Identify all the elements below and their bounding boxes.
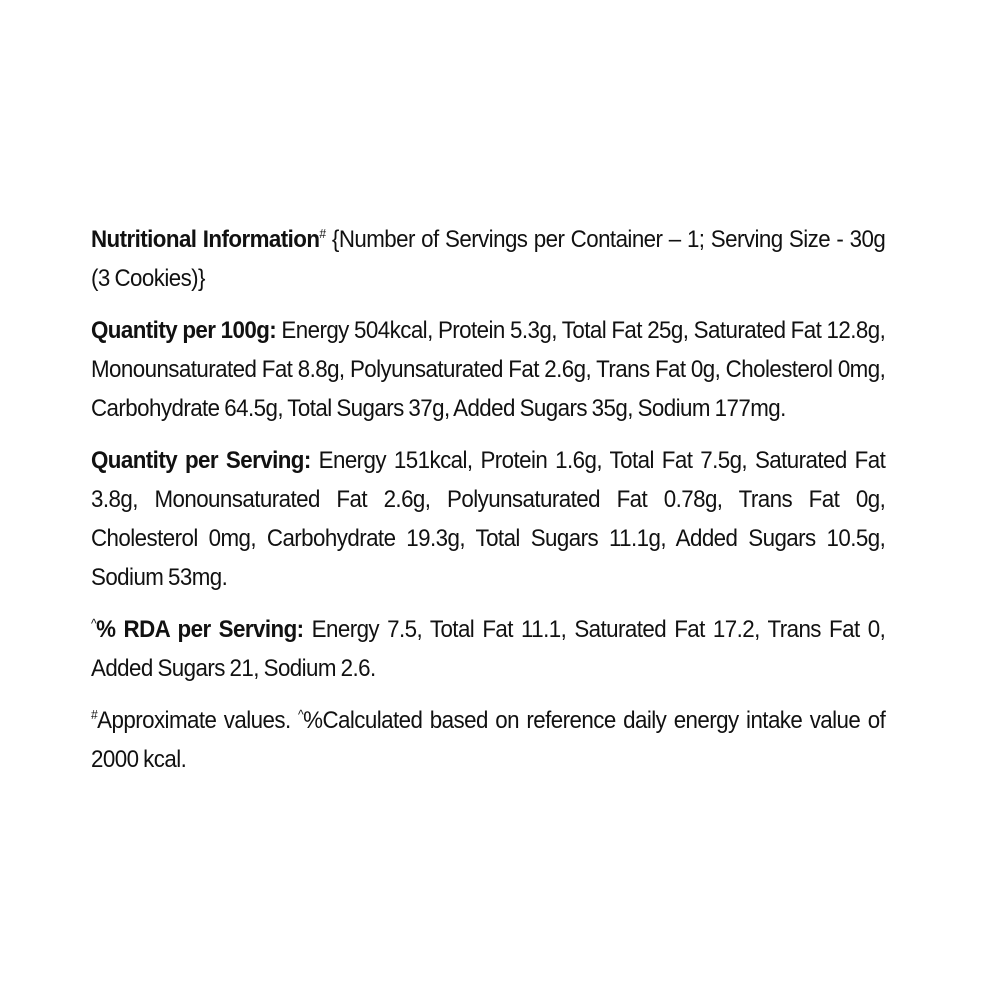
per-serving-label: Quantity per Serving: bbox=[91, 447, 311, 474]
footnote-approx-text: Approximate values. bbox=[97, 707, 299, 734]
footnote-hash-mark: # bbox=[91, 707, 98, 722]
per-100g-label: Quantity per 100g: bbox=[91, 317, 277, 344]
footnote-caret-mark: ^ bbox=[298, 707, 304, 722]
caret-mark: ^ bbox=[91, 616, 97, 631]
nutrition-info-label: Nutritional Information bbox=[91, 226, 320, 253]
rda-per-serving bbox=[91, 610, 885, 688]
hash-mark: # bbox=[319, 226, 326, 241]
rda-label: % RDA per Serving: bbox=[96, 616, 304, 643]
nutrition-panel bbox=[91, 220, 891, 792]
footnote bbox=[91, 701, 885, 779]
nutrition-intro bbox=[91, 220, 885, 298]
per-100g-values: Energy 504kcal, Protein 5.3g, Total Fat 25g, Saturated Fat 12.8g, Monounsaturated Fat 8.8g, Polyunsaturated Fat 2.6g, Trans Fat 0g, Cholesterol 0mg, Carbohydrate 64.5g, Total Sugars 37g, Added Sugars 35g, Sodium 177mg. bbox=[91, 317, 886, 422]
quantity-per-100g bbox=[91, 311, 885, 428]
quantity-per-serving bbox=[91, 441, 885, 597]
footnote-rda-text: %Calculated based on reference daily energy intake value of 2000 kcal. bbox=[91, 707, 886, 773]
rda-values: Energy 7.5, Total Fat 11.1, Saturated Fat 17.2, Trans Fat 0, Added Sugars 21, Sodium 2.6. bbox=[91, 616, 886, 682]
serving-info-text: {Number of Servings per Container – 1; Serving Size - 30g (3 Cookies)} bbox=[91, 226, 886, 292]
per-serving-values: Energy 151kcal, Protein 1.6g, Total Fat 7.5g, Saturated Fat 3.8g, Monounsaturated Fat 2.6g, Polyunsaturated Fat 0.78g, Trans Fat 0g, Cholesterol 0mg, Carbohydrate 19.3g, Total Sugars 11.1g, Added Sugars 10.5g, Sodium 53mg. bbox=[91, 447, 886, 591]
